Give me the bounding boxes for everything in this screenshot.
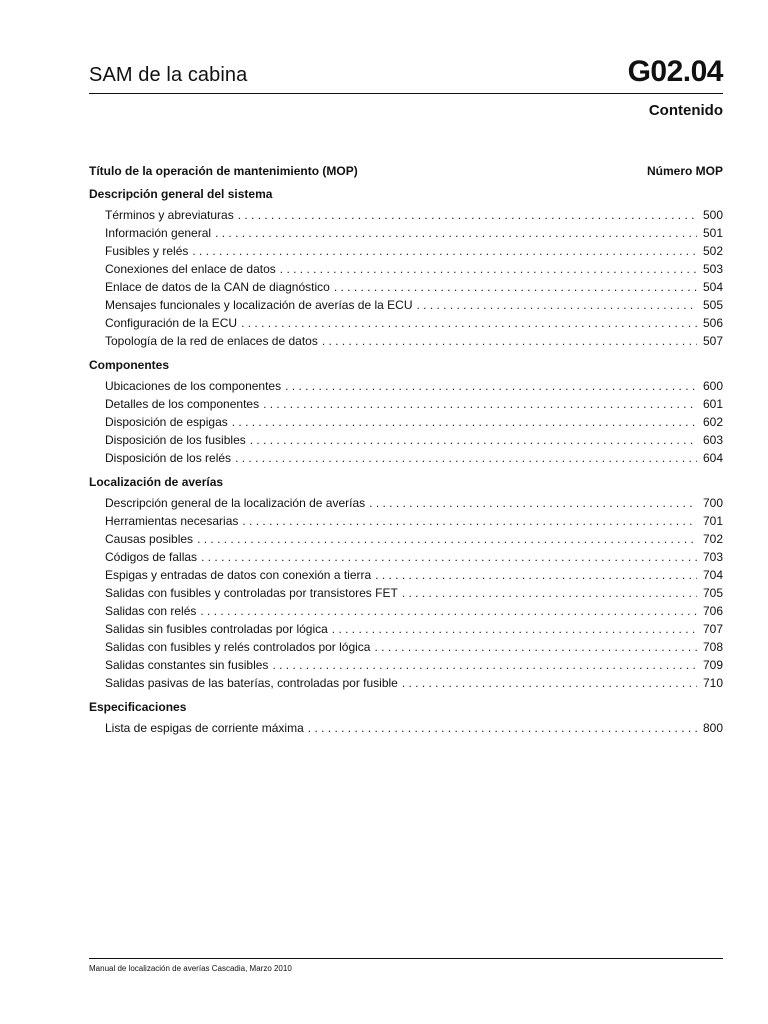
toc-entry-label: Salidas con fusibles y relés controlados por lógica <box>105 640 371 654</box>
dot-leader <box>417 296 698 314</box>
toc-entry-label: Herramientas necesarias <box>105 514 239 528</box>
toc-entry[interactable] <box>89 566 723 584</box>
section-code: G02.04 <box>627 55 723 88</box>
toc-entry[interactable] <box>89 449 723 467</box>
toc-entry-page-number: 702 <box>702 532 723 546</box>
toc-entry-label: Descripción general de la localización de averías <box>105 496 366 510</box>
toc-entry[interactable] <box>89 431 723 449</box>
column-header-number: Número MOP <box>646 164 723 178</box>
toc-entry-label: Ubicaciones de los componentes <box>105 379 282 393</box>
toc-group-title: Descripción general del sistema <box>89 187 273 201</box>
toc-entry-label: Configuración de la ECU <box>105 316 238 330</box>
toc-entry[interactable] <box>89 656 723 674</box>
toc-entry-page-number: 706 <box>702 604 723 618</box>
toc-group <box>89 698 723 737</box>
toc-entry[interactable] <box>89 638 723 656</box>
toc-entry-page-number: 504 <box>702 280 723 294</box>
dot-leader <box>285 377 697 395</box>
toc-entry-label: Términos y abreviaturas <box>105 208 234 222</box>
toc-entry-page-number: 603 <box>702 433 723 447</box>
toc-entry-page-number: 507 <box>702 334 723 348</box>
toc-entry-page-number: 709 <box>702 658 723 672</box>
dot-leader <box>250 431 697 449</box>
toc-entry-page-number: 602 <box>702 415 723 429</box>
dot-leader <box>238 206 697 224</box>
toc-entry-page-number: 704 <box>702 568 723 582</box>
dot-leader <box>235 449 697 467</box>
toc-entry[interactable] <box>89 395 723 413</box>
toc-entry-label: Topología de la red de enlaces de datos <box>105 334 318 348</box>
toc-entry[interactable] <box>89 719 723 737</box>
toc-entry-page-number: 705 <box>702 586 723 600</box>
dot-leader <box>197 530 697 548</box>
toc-group-title: Especificaciones <box>89 700 187 714</box>
toc-entry-label: Mensajes funcionales y localización de averías de la ECU <box>105 298 413 312</box>
toc-column-headers <box>89 164 723 178</box>
dot-leader <box>334 278 697 296</box>
dot-leader <box>369 494 697 512</box>
toc-entry-label: Disposición de los relés <box>105 451 232 465</box>
toc-entry-page-number: 505 <box>702 298 723 312</box>
dot-leader <box>374 638 697 656</box>
toc-entry[interactable] <box>89 314 723 332</box>
dot-leader <box>201 548 697 566</box>
toc-entry-page-number: 703 <box>702 550 723 564</box>
table-of-contents <box>89 185 723 743</box>
toc-entry-label: Fusibles y relés <box>105 244 189 258</box>
header-divider <box>89 93 723 94</box>
toc-entry[interactable] <box>89 530 723 548</box>
dot-leader <box>242 512 697 530</box>
dot-leader <box>215 224 697 242</box>
dot-leader <box>280 260 697 278</box>
dot-leader <box>308 719 697 737</box>
toc-entry-page-number: 701 <box>702 514 723 528</box>
toc-entry[interactable] <box>89 494 723 512</box>
toc-entry-label: Enlace de datos de la CAN de diagnóstico <box>105 280 330 294</box>
toc-entry[interactable] <box>89 242 723 260</box>
toc-entry-label: Salidas con fusibles y controladas por transistores FET <box>105 586 398 600</box>
toc-entry-label: Lista de espigas de corriente máxima <box>105 721 304 735</box>
toc-entry-label: Salidas constantes sin fusibles <box>105 658 269 672</box>
toc-entry-label: Códigos de fallas <box>105 550 198 564</box>
dot-leader <box>322 332 697 350</box>
toc-entry-label: Salidas sin fusibles controladas por lógica <box>105 622 328 636</box>
dot-leader <box>241 314 697 332</box>
dot-leader <box>332 620 697 638</box>
toc-entry-page-number: 700 <box>702 496 723 510</box>
toc-entry-label: Salidas con relés <box>105 604 197 618</box>
toc-entry-page-number: 604 <box>702 451 723 465</box>
dot-leader <box>402 674 697 692</box>
toc-entry-label: Detalles de los componentes <box>105 397 260 411</box>
toc-entry-page-number: 707 <box>702 622 723 636</box>
footer-divider <box>89 958 723 959</box>
toc-entry[interactable] <box>89 296 723 314</box>
toc-entry[interactable] <box>89 260 723 278</box>
dot-leader <box>375 566 697 584</box>
toc-entry-page-number: 708 <box>702 640 723 654</box>
toc-entry-label: Disposición de los fusibles <box>105 433 246 447</box>
toc-entry[interactable] <box>89 602 723 620</box>
toc-entry-page-number: 503 <box>702 262 723 276</box>
toc-entry[interactable] <box>89 206 723 224</box>
toc-entry-label: Salidas pasivas de las baterías, controladas por fusible <box>105 676 398 690</box>
toc-entry-label: Conexiones del enlace de datos <box>105 262 276 276</box>
toc-entry[interactable] <box>89 332 723 350</box>
toc-group <box>89 356 723 467</box>
toc-entry[interactable] <box>89 278 723 296</box>
document-title: SAM de la cabina <box>89 64 248 86</box>
dot-leader <box>200 602 697 620</box>
footer-text: Manual de localización de averías Cascadia, Marzo 2010 <box>89 964 292 973</box>
toc-group-title: Localización de averías <box>89 475 224 489</box>
toc-entry-page-number: 500 <box>702 208 723 222</box>
toc-group <box>89 185 723 350</box>
toc-group-title: Componentes <box>89 358 170 372</box>
toc-entry-label: Espigas y entradas de datos con conexión a tierra <box>105 568 372 582</box>
dot-leader <box>232 413 697 431</box>
toc-entry-page-number: 502 <box>702 244 723 258</box>
toc-entry[interactable] <box>89 512 723 530</box>
dot-leader <box>272 656 697 674</box>
toc-entry-page-number: 501 <box>702 226 723 240</box>
dot-leader <box>192 242 697 260</box>
toc-entry-label: Disposición de espigas <box>105 415 228 429</box>
toc-entry-page-number: 601 <box>702 397 723 411</box>
column-header-title: Título de la operación de mantenimiento (MOP) <box>89 164 358 178</box>
toc-entry[interactable] <box>89 413 723 431</box>
dot-leader <box>402 584 697 602</box>
toc-entry-page-number: 800 <box>702 721 723 735</box>
contents-heading: Contenido <box>648 102 723 119</box>
toc-entry-page-number: 506 <box>702 316 723 330</box>
toc-entry[interactable] <box>89 224 723 242</box>
toc-entry[interactable] <box>89 584 723 602</box>
dot-leader <box>263 395 697 413</box>
toc-entry[interactable] <box>89 377 723 395</box>
toc-group <box>89 473 723 692</box>
toc-entry[interactable] <box>89 620 723 638</box>
toc-entry-page-number: 600 <box>702 379 723 393</box>
toc-entry-label: Información general <box>105 226 212 240</box>
toc-entry-label: Causas posibles <box>105 532 194 546</box>
toc-entry[interactable] <box>89 548 723 566</box>
toc-entry-page-number: 710 <box>702 676 723 690</box>
toc-entry[interactable] <box>89 674 723 692</box>
